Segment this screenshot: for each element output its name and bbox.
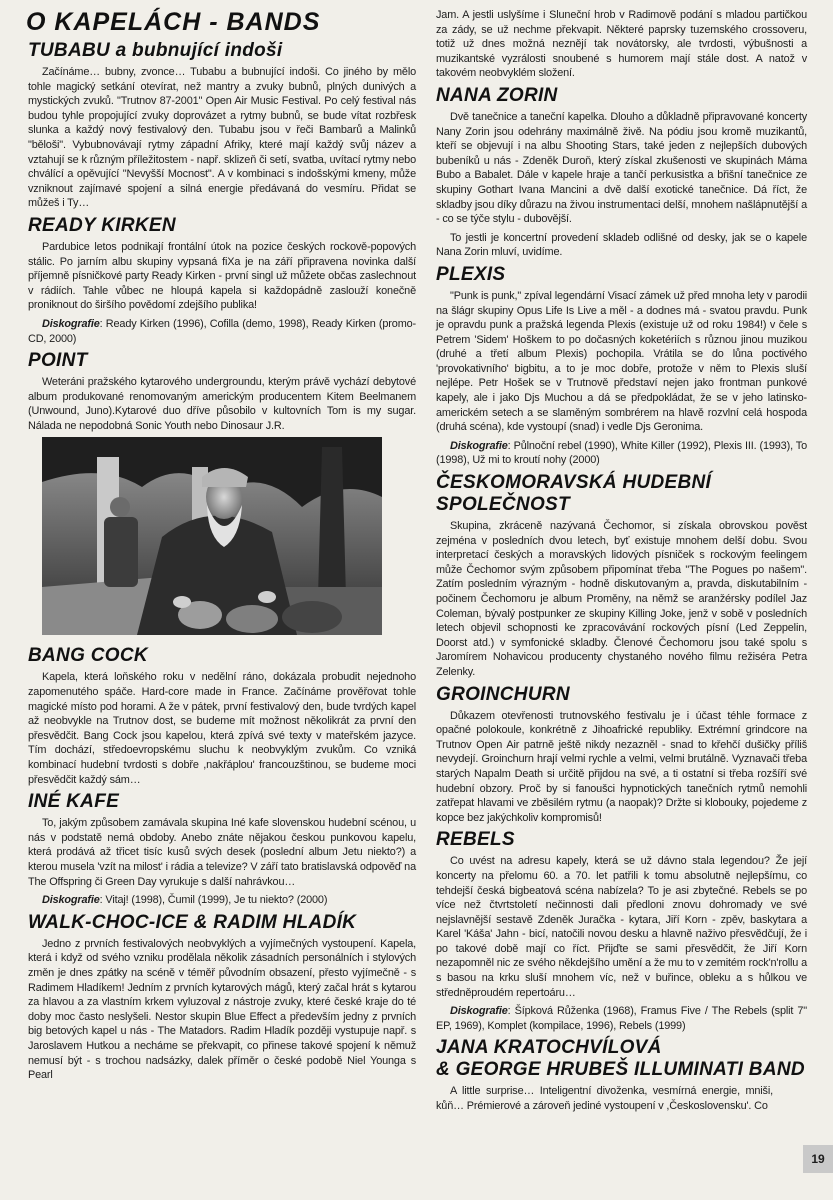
discography-label: Diskografie — [450, 439, 508, 452]
heading-tubabu: TUBABU a bubnující indoši — [28, 40, 283, 61]
band-photo-image — [42, 437, 382, 635]
discography-text: : Ready Kirken (1996), Cofilla (demo, 1998), Ready Kirken (promo-CD, 2000) — [28, 317, 416, 345]
heading-bang-cock: BANG COCK — [28, 645, 148, 667]
plexis-discography — [428, 439, 811, 468]
heading-groinchurn: GROINCHURN — [436, 683, 570, 705]
heading-ine-kafe: INÉ KAFE — [28, 791, 120, 813]
jana-kratochvilova-text: A little surprise… Inteligentní divoženka, vesmírná energie, mniši, kůň… Prémierové a zároveň jediné vystoupení v ,Československu'. Co — [436, 1085, 773, 1113]
nana-zorin-text-1: Dvě tanečnice a taneční kapelka. Dlouho a důkladně připravované koncerty Nany Zorin jsou odehrány maximálně živě. Na pódiu jsou kromě muzikantů, kteří se objevují i na albu Shooting Stars, také jeden z nejlepších dubových bubeníků u nás - Zdeněk Duroň, který získal zkušenosti ve skupinách Máma Bubo a Babalet. Dále v kapele hraje a tančí perkusistka a břišní tanečnice ze skupiny Gothart Ivana Mancini a dvě další exotické tanečnice. Dá říct, že skladby jsou díky důrazu na živou instrumentaci delší, mnohem našlápnutější a - co se týče stylu - dubovější. — [436, 110, 807, 226]
page-title: O KAPELÁCH - BANDS — [26, 8, 321, 36]
ceskomoravska-text: Skupina, zkráceně nazývaná Čechomor, si získala obrovskou pověst zejména v posledních dvou letech, byť existuje mnohem delší dobu. Svou interpretací českých a moravských lidových písniček s rockovým feelingem může Čechomor svým způsobem připomínat třeba "The Pogues po našem". Zatím posledním výrazným - hodně diskutovaným a, pravda, diskutabilním - počinem Čechomoru je album Proměny, na němž se aranžérsky podílel Jaz Coleman, bývalý postpunker ze skupiny Killing Joke, jenž v sobě v posledních letech objevil schopnosti ke zpracovávání rockových písní (Led Zeppelin, Doorst atd.) v symfonické skladby. Členové Čechomoru jsou také spolu s Jaromírem Nohavicou producenty chystaného nového filmu režiséra Petra Zelenky. — [436, 520, 807, 678]
ine-kafe-text: To, jakým způsobem zamávala skupina Iné kafe slovenskou hudební scénou, u nás v podstatě nemá obdoby. Anebo znáte nějakou českou punkovou kapelu, která prodává až třicet tisíc kusů svých desek (poslední album Jetu niekto?) a kterou musela 'vzít na milost' i rádia a televize? V září tato bratislavská odpověď na The Offspring či Green Day vyrukuje s další nahrávkou… — [28, 817, 416, 888]
discography-text: : Vitaj! (1998), Čumil (1999), Je tu niekto? (2000) — [99, 894, 328, 907]
left-column — [20, 8, 420, 1087]
right-column — [428, 8, 811, 1118]
heading-point: POINT — [28, 350, 88, 372]
ready-kirken-text: Pardubice letos podnikají frontální útok na pozice českých rockově-popových stálic. Po jarním albu skupiny vypsaná fiXa je na září připravena novinka další příjemně písničkové party Ready Kirken - první singl už můžete občas zaslechnout v rádiích. Tahle vůbec ne hloupá kapela si každopádně zaslouží konečně proniknout do širšího povědomí zdejšího publika! — [28, 240, 416, 312]
heading-ceskomoravska: ČESKOMORAVSKÁ HUDEBNÍ SPOLEČNOST — [436, 472, 712, 516]
point-text: Weteráni pražského kytarového undergroundu, kterým právě vychází debytové album produkované renomovaným americkým producentem Kitem Beelmanem (Unwound, Juno).Kytarové duo dříve působilo v kultovních Tom is my sugar. Nálada ne nepodobná Sonic Youth nebo Dinosaur J.R. — [28, 376, 416, 432]
heading-ready-kirken: READY KIRKEN — [28, 214, 176, 236]
discography-text: : Šípková Růženka (1968), Framus Five / The Rebels (split 7" EP, 1969), Komplet (kompilace, 1996), Rebels (1999) — [436, 1005, 807, 1032]
discography-label: Diskografie — [42, 894, 100, 907]
heading-nana-zorin: NANA ZORIN — [436, 84, 558, 106]
discography-label: Diskografie — [450, 1005, 508, 1018]
groinchurn-text: Důkazem otevřenosti trutnovského festivalu je i účast téhle formace z opačné polokoule, konkrétně z Jihoafrické republiky. Extrémní grindcore na Trutnov Open Air patrně ještě nikdy nezazněl - snad to křehčí dušičky příliš nevydejí. Groinchurn hrají velmi rychle a velmi, velmi brutálně. Vyznavači třeba starých Napalm Death si určitě přijdou na své, a ti ostatní si třeba rozšíří své hudební obzory. Proč by si fanoušci hypnotických tanečních rytmů nemohli zatřepat hlavami ve zběsilém rytmu (a naopak)? Držte si klobouky, pojedeme z kopce bez jakýchkoliv kompromisů! — [436, 709, 807, 824]
ine-kafe-discography — [20, 893, 420, 908]
walk-choc-ice-text: Jedno z prvních festivalových neobvyklých a vyjímečných vystoupení. Kapela, která i když od svého vzniku prodělala několik zásadních personálních i stylových změn je dnes zpátky na scéně v téměř původním obsazení, přesto vyjímečně - s Radimem Hladíkem! Jedním z prvních kytarových mágů, který začal hrát s kytarou za hlavou a za vlastním krkem vyluzoval z nástroje zvuky, které české kraje do té doby moc často neslyšeli. Nestor skupin Blue Effect a především jedny z prvních big betových kapel u nás - The Matadors. Radim Hladík později vystupuje např. s Jaroslavem Hutkou a necháme se překvapit, co přinese takové spojení k němuž nemusí být - s trochou nadsázky, dalek příměr o české podobě Niel Younga s Pearl — [28, 937, 416, 1082]
bang-cock-text: Kapela, která loňského roku v nedělní ráno, dokázala probudit nejednoho zapomenutého spáče. Hard-core made in France. Začínáme prověřovat tohle magické místo pod horami. A že v pátek, první festivalový den, bude tvrdých kapel až neobvykle na Trutnov dost, se budeme mít možnost několikrát za první den přesvědčit. Bang Cock jsou kapelou, která zpívá své texty v mateřském jazyce. Tím dochází, středoevropskému sluchu k neobvyklým zvukům. Co vzniká kombinací hudební tvrdosti s dobře ,nakřáplou' francouzštinou, se budeme moci přesvědčit každý sám… — [28, 671, 416, 786]
ready-kirken-discography — [20, 317, 420, 346]
nana-zorin-text-2: To jestli je koncertní provedení skladeb odlišné od desky, jak se o kapele Nana Zorin mluví, uvidíme. — [436, 231, 807, 259]
rebels-discography — [428, 1004, 811, 1033]
walk-choc-ice-continued: Jam. A jestli uslyšíme i Sluneční hrob v Radimově podání s mladou partičkou za zády, se už nechme překvapit. Některé paprsky tuzemského crossoveru, totiž už dnes možná neznějí tak novátorsky, ale tvrdosti, výbušnosti a muzikantské vyzrálosti snoubené s humorem mají stále dost. A natož v takovém neobvyklém složení. — [436, 9, 807, 80]
band-photo — [42, 437, 382, 635]
heading-walk-choc-ice: WALK-CHOC-ICE & RADIM HLADÍK — [28, 911, 357, 933]
discography-text: : Půlnoční rebel (1990), White Killer (1992), Plexis III. (1993), To (1998), Už mi to kroutí nohy (2000) — [436, 439, 807, 467]
discography-label: Diskografie — [42, 317, 100, 330]
page-number: 19 — [803, 1145, 833, 1173]
heading-jana-kratochvilova: JANA KRATOCHVÍLOVÁ — [436, 1037, 662, 1059]
rebels-text: Co uvést na adresu kapely, která se už dávno stala legendou? Že její koncerty na přelomu 60. a 70. let patřili k tomu absolutně nejlepšímu, co tehdejší česká bigbeatová scéna nabízela? To je asi zbytečné. Rebels se po více než čtvrtstoletí nečinnosti dali předloni znovu dohromady ve své nejslavnější sestavě Zdeněk Juračka - kytara, Jiří Korn - zpěv, baskytara a Karel 'Káša' Jahn - bicí, natočili novou desku a hlavně naživo přesvědčují, že i po takové době mají co říct. Přijďte se sami přesvědčit, že Jiří Korn nezapomněl nic ze svého někdejšího umění a že mu to v zemitém rock'n'rollu a s basou na krku sluší mnohem víc, než v buřince, obleku a s hůlkou ve středněproudém repertoáru… — [436, 855, 807, 999]
tubabu-text: Začínáme… bubny, zvonce… Tubabu a bubnující indoši. Co jiného by mělo tohle magický setkání otevírat, než mantry a zvuky bubnů, plných dunivých a mystických zvuků. "Trutnov 87-2001" Open Air Music Festival. Po celý festival nás budou tyhle propojující zvuky doprovázet a rytmy bubnů, se bude vítat rozbřesk slunka a každý nový festivalový den. Tubabu jsou v řeči Bambarů a Malinků "běloši". Vybubnovávají rytmy západní Afriky, které mají každý svůj název a vztahují se k různým příležitostem - např. sklizeň či setí, svatba, uvítací rytmy nebo chválící a opěvující "Nevyšší Mocnost". A v kombinaci s indošskými kmeny, může vzniknout zajímavé spojení a silná energie předávaná do vesmíru. Přidat se můžeš i Ty… — [28, 66, 416, 210]
plexis-text: "Punk is punk," zpíval legendární Visací zámek už před mnoha lety v parodii na šlágr skupiny Opus Life Is Live a měl - a dodnes má - svatou pravdu. Punk je opravdu punk a pražská legenda Plexis (existuje už od roku 1984!) v čele s Petrem 'Sidem' Hoškem to po dočasných koketériích s různou jinou muzikou (druhé a třetí album Plexis) pochopila. Vrátila se do lůna poctivého 'provokativního' bigbitu, a to je moc dobře, protože v něm to Plexis sluší nejlépe. Petr Hošek se v Trutnově představí nejen jako frontman punkové kapely, ale i jako Djs Muchou a dá se předpokládat, že se v jeho latinsko-americkém setech a se slaměným sombrérem na hlavě rozvlní celá hospoda (druhá scéna), kde vystoupí (snad) i vedle Djs Geronima. — [436, 289, 807, 434]
heading-rebels: REBELS — [436, 829, 515, 851]
heading-illuminati-band: & GEORGE HRUBEŠ ILLUMINATI BAND — [436, 1059, 805, 1081]
heading-plexis: PLEXIS — [436, 263, 506, 285]
